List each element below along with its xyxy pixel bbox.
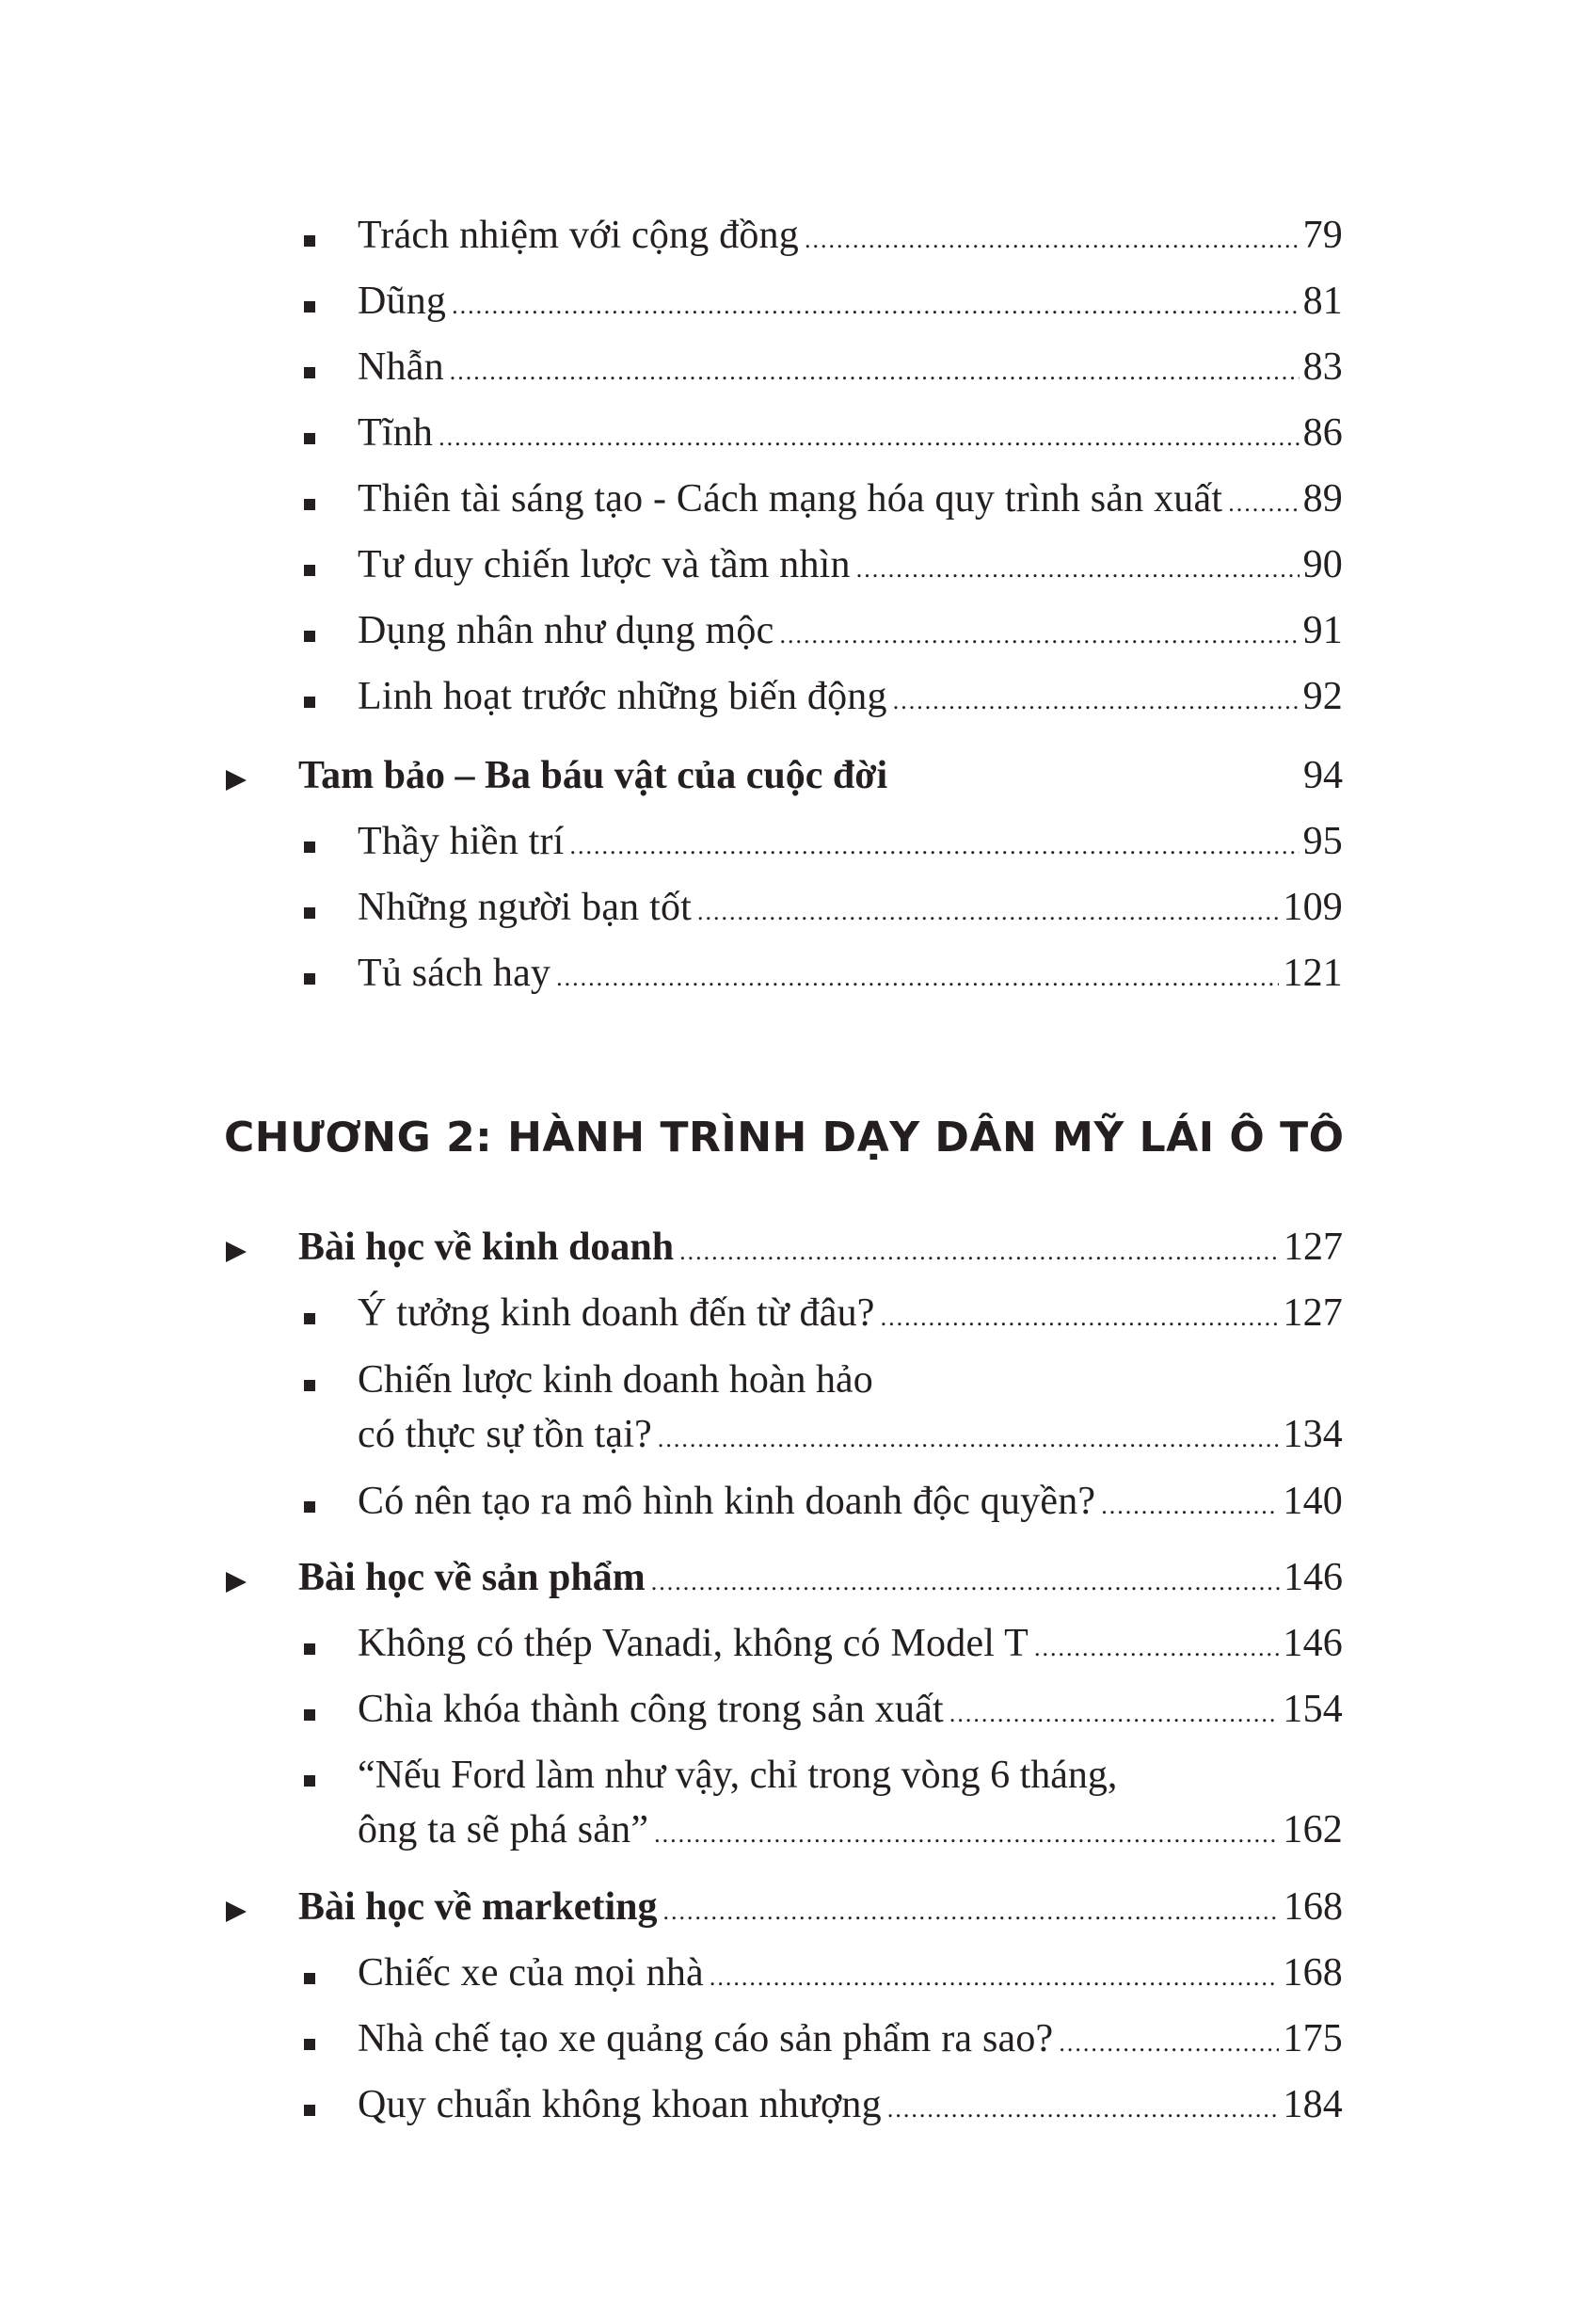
dot-leader	[452, 292, 1299, 320]
square-bullet-icon	[304, 367, 315, 378]
page-number: 146	[1283, 1622, 1343, 1665]
page-number: 90	[1302, 543, 1343, 586]
square-bullet-icon	[304, 907, 315, 919]
page-number: 162	[1283, 1808, 1343, 1851]
chapter-heading: CHƯƠNG 2: HÀNH TRÌNH DẠY DÂN MỸ LÁI Ô TÔ	[224, 1114, 1345, 1162]
entry-title: có thực sự tồn tại?	[358, 1413, 652, 1456]
square-bullet-icon	[304, 973, 315, 985]
triangle-right-icon	[226, 1242, 247, 1262]
dot-leader	[887, 2095, 1280, 2124]
page-number: 83	[1302, 345, 1343, 389]
page-number: 94	[1303, 754, 1343, 797]
dot-leader	[570, 832, 1300, 860]
page-number: 127	[1283, 1291, 1343, 1335]
dot-leader	[679, 1238, 1280, 1266]
square-bullet-icon	[304, 301, 315, 313]
square-bullet-icon	[304, 841, 315, 853]
dot-leader	[949, 1700, 1280, 1728]
dot-leader	[654, 1820, 1279, 1849]
page-number: 121	[1283, 952, 1343, 995]
entry-title: Quy chuẩn không khoan nhượng	[358, 2083, 882, 2126]
dot-leader	[658, 1425, 1279, 1453]
page-number: 81	[1302, 280, 1343, 323]
triangle-right-icon	[226, 1901, 247, 1922]
page-number: 91	[1302, 609, 1343, 652]
dot-leader	[881, 1304, 1280, 1332]
square-bullet-icon	[304, 1709, 315, 1721]
square-bullet-icon	[304, 433, 315, 444]
triangle-right-icon	[226, 770, 247, 791]
entry-title: Thầy hiền trí	[358, 820, 565, 863]
entry-title: Trách nhiệm với cộng đồng	[358, 214, 799, 257]
dot-leader	[805, 226, 1300, 254]
page-number: 184	[1283, 2083, 1343, 2126]
entry-title: Ý tưởng kinh doanh đến từ đâu?	[358, 1291, 875, 1335]
page-number: 86	[1302, 411, 1343, 455]
dot-leader	[662, 1898, 1280, 1926]
dot-leader	[856, 555, 1300, 584]
dot-leader	[1101, 1492, 1279, 1520]
square-bullet-icon	[304, 2039, 315, 2050]
dot-leader	[651, 1568, 1280, 1596]
entry-title: ông ta sẽ phá sản”	[358, 1808, 649, 1851]
square-bullet-icon	[304, 1380, 315, 1391]
entry-title: Dũng	[358, 280, 447, 323]
dot-leader	[697, 898, 1279, 926]
section-title: Bài học về sản phẩm	[298, 1556, 646, 1599]
section-title: Tam bảo – Ba báu vật của cuộc đời	[298, 754, 888, 797]
page-number: 168	[1284, 1885, 1343, 1929]
square-bullet-icon	[304, 631, 315, 642]
square-bullet-icon	[304, 235, 315, 247]
dot-leader	[556, 964, 1279, 992]
entry-title: Dụng nhân như dụng mộc	[358, 609, 774, 652]
page-number: 95	[1302, 820, 1343, 863]
square-bullet-icon	[304, 499, 315, 510]
dot-leader	[1059, 2029, 1279, 2058]
square-bullet-icon	[304, 697, 315, 708]
dot-leader	[450, 358, 1300, 386]
entry-title-line1: Chiến lược kinh doanh hoàn hảo	[358, 1358, 873, 1402]
entry-title-line1: “Nếu Ford làm như vậy, chỉ trong vòng 6 tháng,	[358, 1754, 1118, 1797]
square-bullet-icon	[304, 565, 315, 576]
entry-title: Linh hoạt trước những biến động	[358, 675, 887, 718]
page-number: 109	[1283, 886, 1343, 929]
square-bullet-icon	[304, 1501, 315, 1513]
entry-title: Không có thép Vanadi, không có Model T	[358, 1622, 1029, 1665]
entry-title: Tĩnh	[358, 411, 434, 455]
section-title: Bài học về kinh doanh	[298, 1226, 675, 1269]
page-number: 175	[1283, 2017, 1343, 2060]
page-number: 89	[1302, 477, 1343, 521]
entry-title: Tư duy chiến lược và tầm nhìn	[358, 543, 851, 586]
page-number: 134	[1283, 1413, 1343, 1456]
dot-leader	[779, 621, 1299, 649]
page-number: 92	[1302, 675, 1343, 718]
square-bullet-icon	[304, 1973, 315, 1984]
square-bullet-icon	[304, 1313, 315, 1324]
triangle-right-icon	[226, 1572, 247, 1593]
page-number: 79	[1302, 214, 1343, 257]
dot-leader	[893, 687, 1300, 715]
entry-title: Nhẫn	[358, 345, 444, 389]
page-number: 127	[1284, 1226, 1343, 1269]
entry-title: Nhà chế tạo xe quảng cáo sản phẩm ra sao?	[358, 2017, 1054, 2060]
dot-leader	[1034, 1634, 1279, 1662]
entry-title: Thiên tài sáng tạo - Cách mạng hóa quy trình sản xuất	[358, 477, 1223, 521]
square-bullet-icon	[304, 1643, 315, 1655]
section-title: Bài học về marketing	[298, 1885, 658, 1929]
entry-title: Những người bạn tốt	[358, 886, 693, 929]
entry-title: Tủ sách hay	[358, 952, 551, 995]
entry-title: Chìa khóa thành công trong sản xuất	[358, 1688, 944, 1731]
dot-leader	[1228, 489, 1299, 518]
entry-title: Chiếc xe của mọi nhà	[358, 1951, 704, 1995]
page-number: 154	[1283, 1688, 1343, 1731]
square-bullet-icon	[304, 1775, 315, 1787]
dot-leader	[439, 424, 1299, 452]
dot-leader	[710, 1963, 1280, 1992]
page-number: 168	[1283, 1951, 1343, 1995]
page-number: 146	[1284, 1556, 1343, 1599]
page-number: 140	[1283, 1480, 1343, 1523]
square-bullet-icon	[304, 2105, 315, 2116]
entry-title: Có nên tạo ra mô hình kinh doanh độc quyền?	[358, 1480, 1096, 1523]
